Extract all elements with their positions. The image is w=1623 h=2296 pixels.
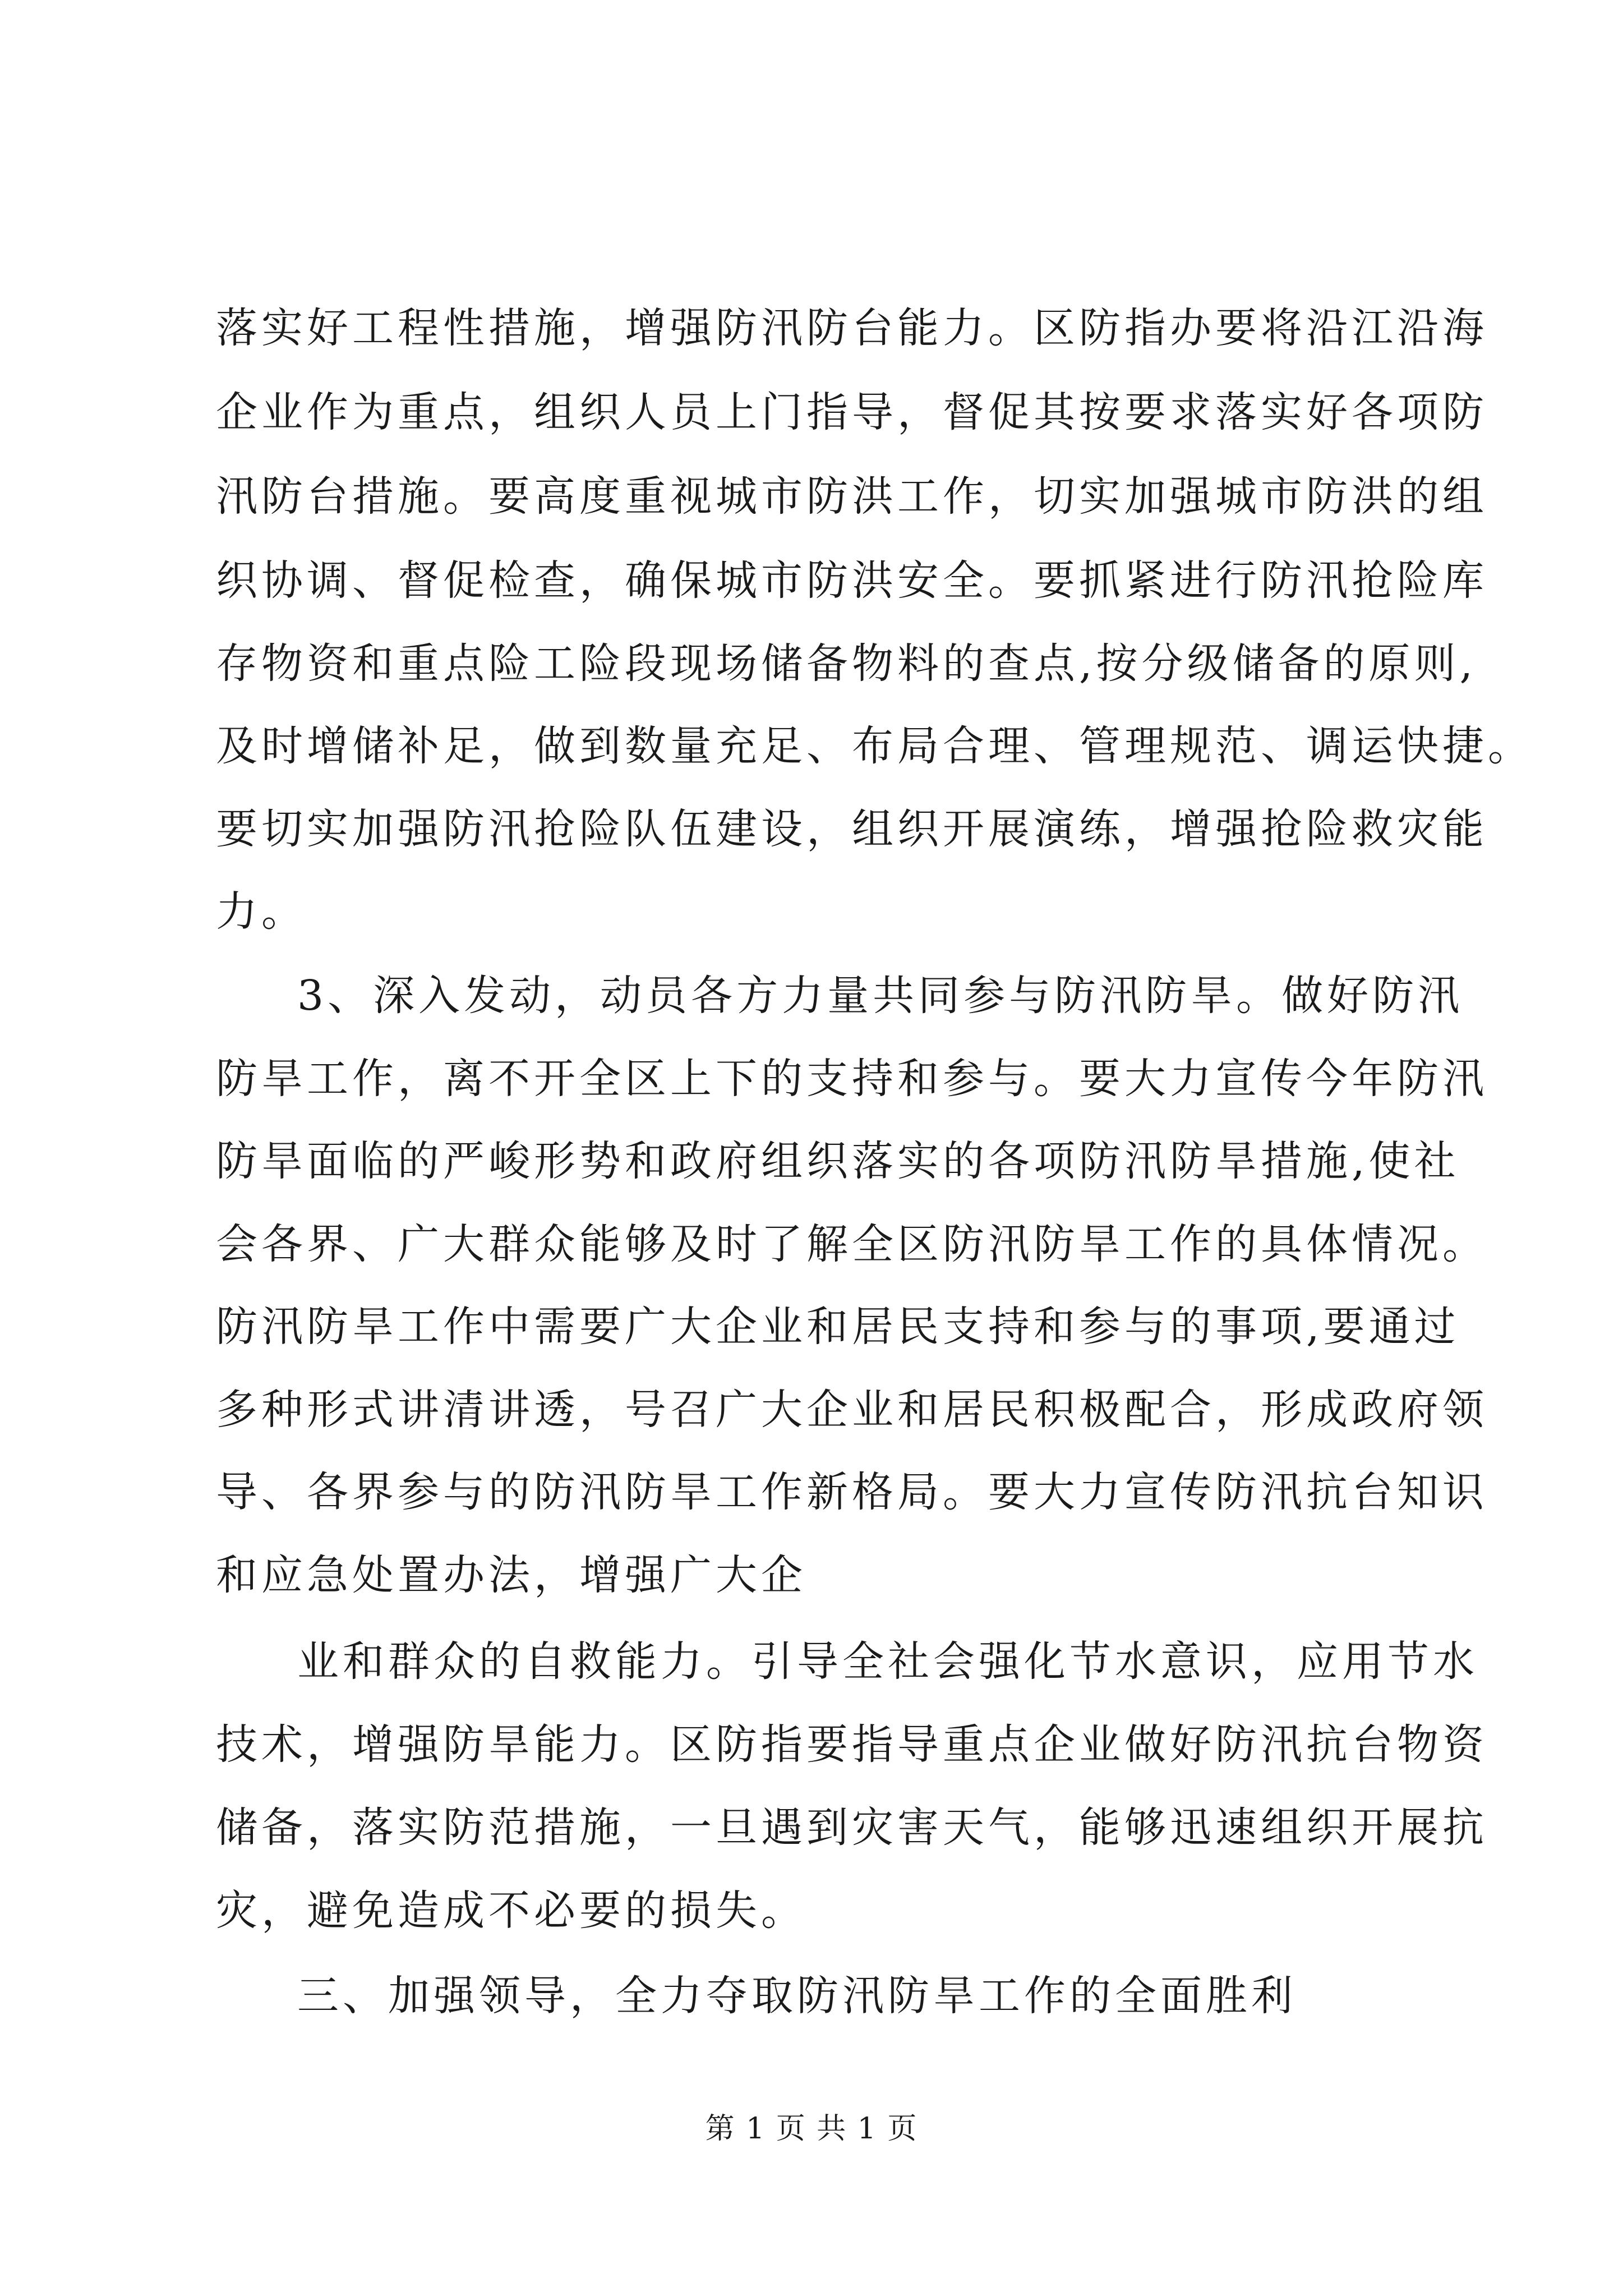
body-text-line: 导、各界参与的防汛防旱工作新格局。要大力宣传防汛抗台知识 xyxy=(216,1468,1488,1516)
body-text-line: 要切实加强防汛抢险队伍建设，组织开展演练，增强抢险救灾能 xyxy=(216,805,1488,853)
body-text-line: 存物资和重点险工险段现场储备物料的查点,按分级储备的原则, xyxy=(216,639,1477,688)
body-text-line: 企业作为重点，组织人员上门指导，督促其按要求落实好各项防 xyxy=(216,388,1488,436)
body-text-line: 和应急处置办法，增强广大企 xyxy=(216,1551,806,1599)
body-text-line: 落实好工程性措施，增强防汛防台能力。区防指办要将沿江沿海 xyxy=(216,304,1488,352)
body-text-line: 业和群众的自救能力。引导全社会强化节水意识，应用节水 xyxy=(297,1637,1478,1686)
body-text-line: 汛防台措施。要高度重视城市防洪工作，切实加强城市防洪的组 xyxy=(216,472,1488,521)
body-text-line: 防旱面临的严峻形势和政府组织落实的各项防汛防旱措施,使社 xyxy=(216,1137,1460,1185)
body-text-line: 灾，避免造成不必要的损失。 xyxy=(216,1887,806,1935)
body-text-line: 防旱工作，离不开全区上下的支持和参与。要大力宣传今年防汛 xyxy=(216,1055,1488,1103)
section-heading: 三、加强领导，全力夺取防汛防旱工作的全面胜利 xyxy=(297,1972,1297,2020)
body-text-line: 力。 xyxy=(216,887,307,936)
body-text-line: 会各界、广大群众能够及时了解全区防汛防旱工作的具体情况。 xyxy=(216,1220,1488,1268)
page-number-footer: 第 1 页 共 1 页 xyxy=(705,2112,918,2146)
body-text-line: 及时增储补足，做到数量充足、布局合理、管理规范、调运快捷。 xyxy=(216,722,1533,770)
body-text-line: 多种形式讲清讲透，号召广大企业和居民积极配合，形成政府领 xyxy=(216,1386,1488,1434)
body-text-line: 3、深入发动，动员各方力量共同参与防汛防旱。做好防汛 xyxy=(297,972,1464,1020)
body-text-line: 织协调、督促检查，确保城市防洪安全。要抓紧进行防汛抢险库 xyxy=(216,556,1488,605)
body-text-line: 防汛防旱工作中需要广大企业和居民支持和参与的事项,要通过 xyxy=(216,1303,1460,1351)
body-text-line: 储备，落实防范措施，一旦遇到灾害天气，能够迅速组织开展抗 xyxy=(216,1803,1488,1852)
body-text-line: 技术，增强防旱能力。区防指要指导重点企业做好防汛抗台物资 xyxy=(216,1720,1488,1769)
